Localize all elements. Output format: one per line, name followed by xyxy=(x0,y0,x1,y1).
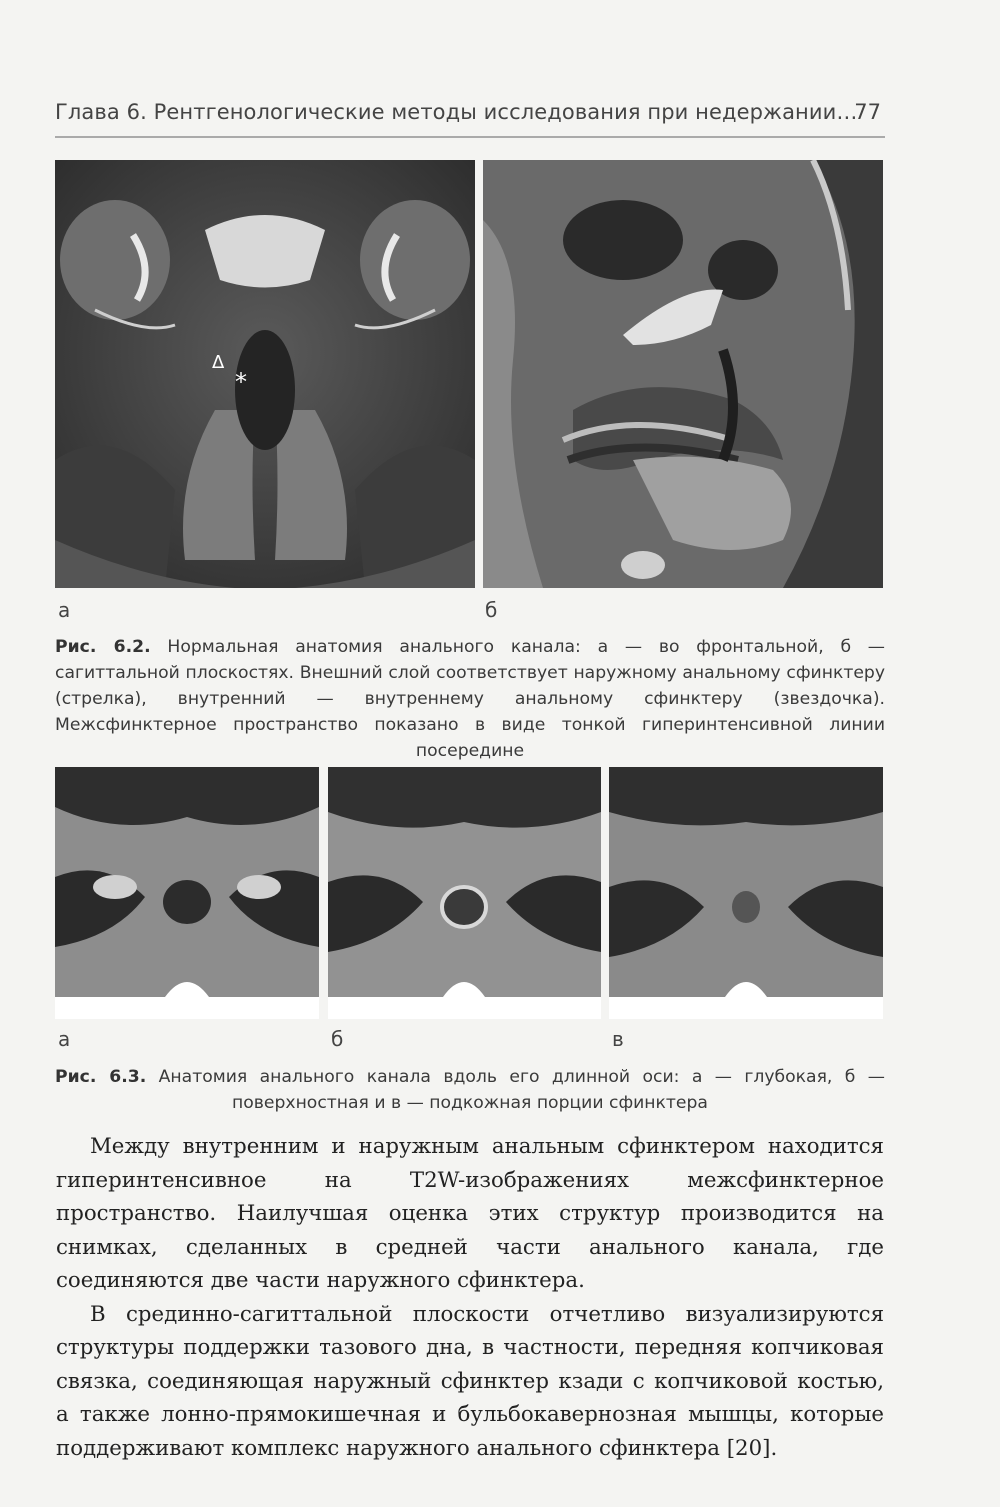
figure-6-2-caption xyxy=(55,634,885,764)
figure-6-2-label-a: а xyxy=(58,598,71,622)
figure-6-3-caption-number: Рис. 6.3. xyxy=(55,1067,147,1087)
figure-6-3c-image xyxy=(609,767,883,1019)
figure-6-2-caption-text: Нормальная анатомия анального канала: а — во фронтальной, б — сагиттальной плоскостях. Внешний слой соответствует наружному анальному сфинктеру (стрелка), внутренний — внутреннему анальному сфинктеру (звездочка). Межсфинктерное пространство показано в виде тонкой гиперинтенсивной линии посередине xyxy=(55,637,885,761)
body-text xyxy=(56,1130,884,1465)
figure-6-3-caption-text: Анатомия анального канала вдоль его длинной оси: а — глубокая, б — поверхностная и в — подкожная порции сфинктера xyxy=(146,1067,885,1113)
running-header xyxy=(55,96,885,138)
arrow-marker: Δ xyxy=(212,352,225,373)
figure-6-3-label-c: в xyxy=(612,1027,624,1051)
figure-6-3a-image xyxy=(55,767,319,1019)
figure-6-2b-image xyxy=(483,160,883,588)
figure-6-2-caption-number: Рис. 6.2. xyxy=(55,637,151,657)
figure-6-3-caption xyxy=(55,1064,885,1116)
paragraph-1: Между внутренним и наружным анальным сфинктером находится гиперинтенсивное на T2W-изображениях межсфинктерное пространство. Наилучшая оценка этих структур производится на снимках, сделанных в средней части анального канала, где соединяются две части наружного сфинктера. xyxy=(56,1134,884,1293)
paragraph-2: В срединно-сагиттальной плоскости отчетливо визуализируются структуры поддержки тазового дна, в частности, передняя копчиковая связка, соединяющая наружный сфинктер кзади с копчиковой костью, а также лонно-прямокишечная и бульбокавернозная мышцы, которые поддерживают комплекс наружного анального сфинктера [20]. xyxy=(56,1301,884,1461)
figure-6-3-label-a: а xyxy=(58,1027,71,1051)
star-marker: * xyxy=(235,368,247,396)
running-title: Глава 6. Рентгенологические методы исследования при недержании… xyxy=(55,100,858,124)
page-number: 77 xyxy=(854,100,881,124)
figure-6-2-label-b: б xyxy=(485,598,498,622)
figure-6-3-label-b: б xyxy=(331,1027,344,1051)
figure-6-2a-image xyxy=(55,160,475,588)
figure-6-3b-image xyxy=(328,767,601,1019)
